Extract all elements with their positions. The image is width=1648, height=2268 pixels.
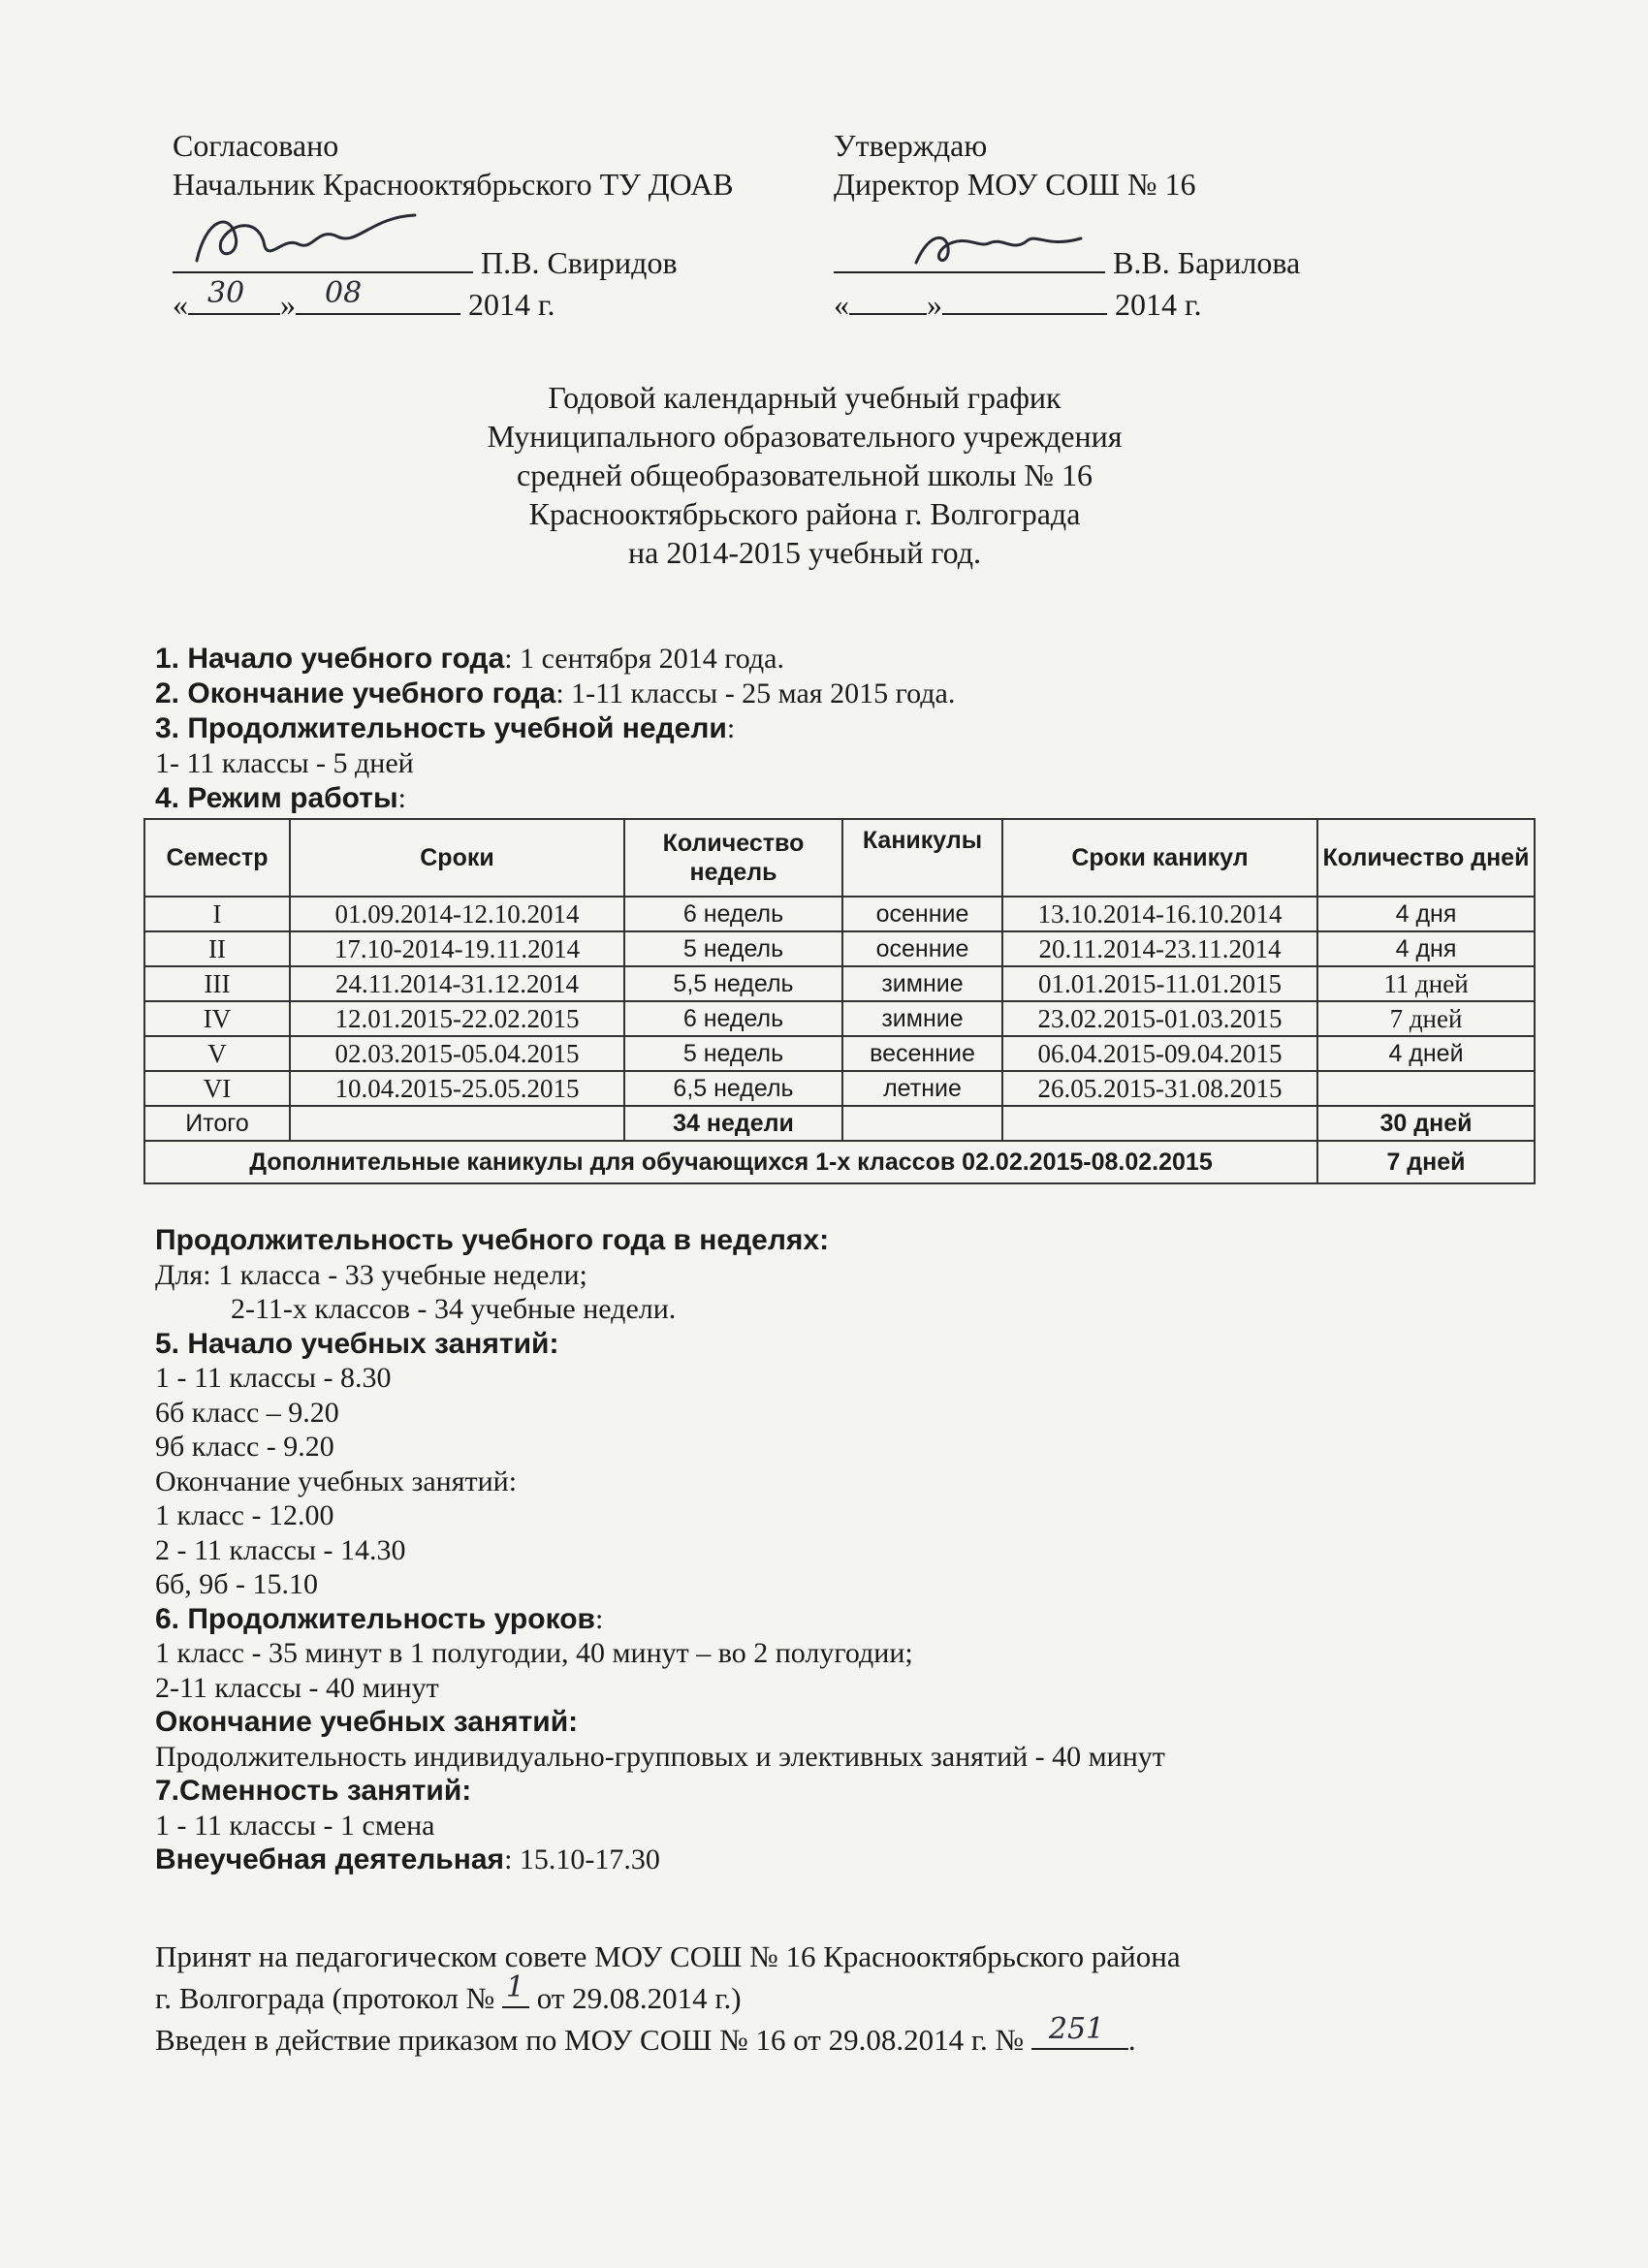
approval-left-year: 2014 г. — [468, 287, 555, 322]
end-classes2-heading: Окончание учебных занятий: — [155, 1706, 579, 1738]
approval-right-heading: Утверждаю — [834, 128, 988, 163]
lower-sections: Продолжительность учебного года в неделях: Для: 1 класса - 33 учебные недели; 2-11-х классов - 34 учебные недели. 5. Начало учебных занятий: 1 - 11 классы - 8.30 6б класс – 9.20 9б класс - 9.20 Окончание учебных занятий: 1 класс - 12.00 2 - 11 классы - 14.30 6б, 9б - 15.10 6. Продолжительность уроков: 1 класс - 35 минут в 1 полугодии, 40 минут – во 2 полугодии; 2-11 классы - 40 минут Окончание учебных занятий: Продолжительность индивидуально-групповых и элективных занятий - 40 минут 7.Сменность занятий: 1 - 11 классы - 1 смена Внеучебная деятельная: 15.10-17.30 — [155, 1224, 1165, 1875]
lessons-heading: 6. Продолжительность уроков — [155, 1602, 595, 1635]
start-line: 6б класс – 9.20 — [155, 1396, 339, 1429]
footer-line-3: Введен в действие приказом по МОУ СОШ № 16 от 29.08.2014 г. № 251 . — [155, 2012, 1136, 2057]
table-row: III 24.11.2014-31.12.2014 5,5 недель зимние 01.01.2015-11.01.2015 11 дней — [144, 966, 1535, 1001]
table-header-row — [144, 819, 1535, 897]
header-holiday-dates: Сроки каникул — [1002, 819, 1317, 897]
signature-field — [834, 240, 1105, 273]
section-1: 1. Начало учебного года: 1 сентября 2014 года. — [155, 643, 785, 675]
header-weeks: Количество недель — [624, 819, 842, 897]
date-month: 08 — [325, 276, 363, 310]
shifts-line: 1 - 11 классы - 1 смена — [155, 1809, 435, 1842]
handwritten-signature — [192, 207, 425, 275]
footer — [155, 1938, 1181, 2059]
approval-right-date: « » 2014 г. — [834, 282, 1300, 324]
header-semester: Семестр — [144, 819, 290, 897]
section-3-value: 1- 11 классы - 5 дней — [155, 747, 414, 779]
footer-line-1: Принят на педагогическом совете МОУ СОШ № 16 Краснооктябрьского района — [155, 1939, 1181, 1973]
approval-right-year: 2014 г. — [1115, 287, 1202, 322]
start-line: 9б класс - 9.20 — [155, 1431, 334, 1463]
lessons-line: 1 класс - 35 минут в 1 полугодии, 40 минут – во 2 полугодии; — [155, 1637, 913, 1669]
protocol-number: 1 — [505, 1970, 525, 2004]
signature-field — [173, 240, 473, 273]
approval-right — [834, 126, 1300, 324]
order-number: 251 — [1048, 2012, 1105, 2046]
title-line-1: Годовой календарный учебный график — [548, 380, 1062, 415]
start-line: 1 - 11 классы - 8.30 — [155, 1362, 392, 1394]
end-line: 6б, 9б - 15.10 — [155, 1568, 319, 1600]
date-day: 30 — [207, 276, 245, 310]
approval-left-signature-line — [173, 240, 734, 282]
total-label: Итого — [144, 1106, 290, 1141]
approval-right-signature-line — [834, 240, 1300, 282]
handwritten-signature — [911, 219, 1086, 277]
approval-right-position: Директор МОУ СОШ № 16 — [834, 167, 1196, 202]
schedule-table — [143, 818, 1536, 1184]
extracurricular: Внеучебная деятельная: 15.10-17.30 — [155, 1843, 660, 1875]
end-classes-heading: Окончание учебных занятий: — [155, 1465, 518, 1497]
end-line: 1 класс - 12.00 — [155, 1499, 334, 1531]
duration-line-1: Для: 1 класса - 33 учебные недели; — [155, 1258, 587, 1291]
table-row: VI 10.04.2015-25.05.2015 6,5 недель летние 26.05.2015-31.08.2015 — [144, 1071, 1535, 1106]
table-extra-row — [144, 1141, 1535, 1183]
sections-1-4 — [155, 642, 955, 816]
section-2: 2. Окончание учебного года: 1-11 классы - 25 мая 2015 года. — [155, 677, 956, 709]
table-row: IV 12.01.2015-22.02.2015 6 недель зимние 23.02.2015-01.03.2015 7 дней — [144, 1001, 1535, 1036]
table-row: V 02.03.2015-05.04.2015 5 недель весенние 06.04.2015-09.04.2015 4 дней — [144, 1036, 1535, 1071]
extra-holidays-label: Дополнительные каникулы для обучающихся 1-х классов 02.02.2015-08.02.2015 — [144, 1141, 1317, 1183]
approval-left-heading: Согласовано — [173, 128, 339, 163]
total-days: 30 дней — [1317, 1106, 1535, 1141]
title-line-5: на 2014-2015 учебный год. — [628, 535, 981, 570]
duration-line-2: 2-11-х классов - 34 учебные недели. — [231, 1293, 677, 1325]
header-holidays: Каникулы — [842, 819, 1002, 897]
section-4: 4. Режим работы: — [155, 782, 406, 814]
header-days: Количество дней — [1317, 819, 1535, 897]
end-classes2-line: Продолжительность индивидуально-групповых и элективных занятий - 40 минут — [155, 1740, 1165, 1773]
title-line-4: Краснооктябрьского района г. Волгограда — [528, 496, 1081, 531]
shifts-heading: 7.Сменность занятий: — [155, 1775, 472, 1807]
approval-right-name: В.В. Барилова — [1113, 245, 1301, 280]
approval-left-position: Начальник Краснооктябрьского ТУ ДОАВ — [173, 167, 734, 202]
total-weeks: 34 недели — [624, 1106, 842, 1141]
footer-line-2: г. Волгограда (протокол № 1 от 29.08.2014 г.) — [155, 1970, 742, 2015]
table-total-row — [144, 1106, 1535, 1141]
table-row: I 01.09.2014-12.10.2014 6 недель осенние 13.10.2014-16.10.2014 4 дня — [144, 897, 1535, 931]
end-line: 2 - 11 классы - 14.30 — [155, 1533, 406, 1566]
lessons-line: 2-11 классы - 40 минут — [155, 1671, 439, 1704]
header-dates: Сроки — [290, 819, 624, 897]
table-row: II 17.10-2014-19.11.2014 5 недель осенние 20.11.2014-23.11.2014 4 дня — [144, 931, 1535, 966]
approval-left-date: « 30 » 08 2014 г. — [173, 276, 555, 322]
extra-holidays-days: 7 дней — [1317, 1141, 1535, 1183]
document-title — [0, 378, 1609, 572]
title-line-3: средней общеобразовательной школы № 16 — [517, 457, 1093, 492]
title-line-2: Муниципального образовательного учреждения — [487, 419, 1123, 454]
section-3: 3. Продолжительность учебной недели: — [155, 712, 736, 744]
approval-left — [173, 126, 734, 324]
start-classes-heading: 5. Начало учебных занятий: — [155, 1327, 559, 1360]
approval-left-name: П.В. Свиридов — [481, 245, 678, 280]
duration-heading: Продолжительность учебного года в неделях: — [155, 1224, 830, 1256]
